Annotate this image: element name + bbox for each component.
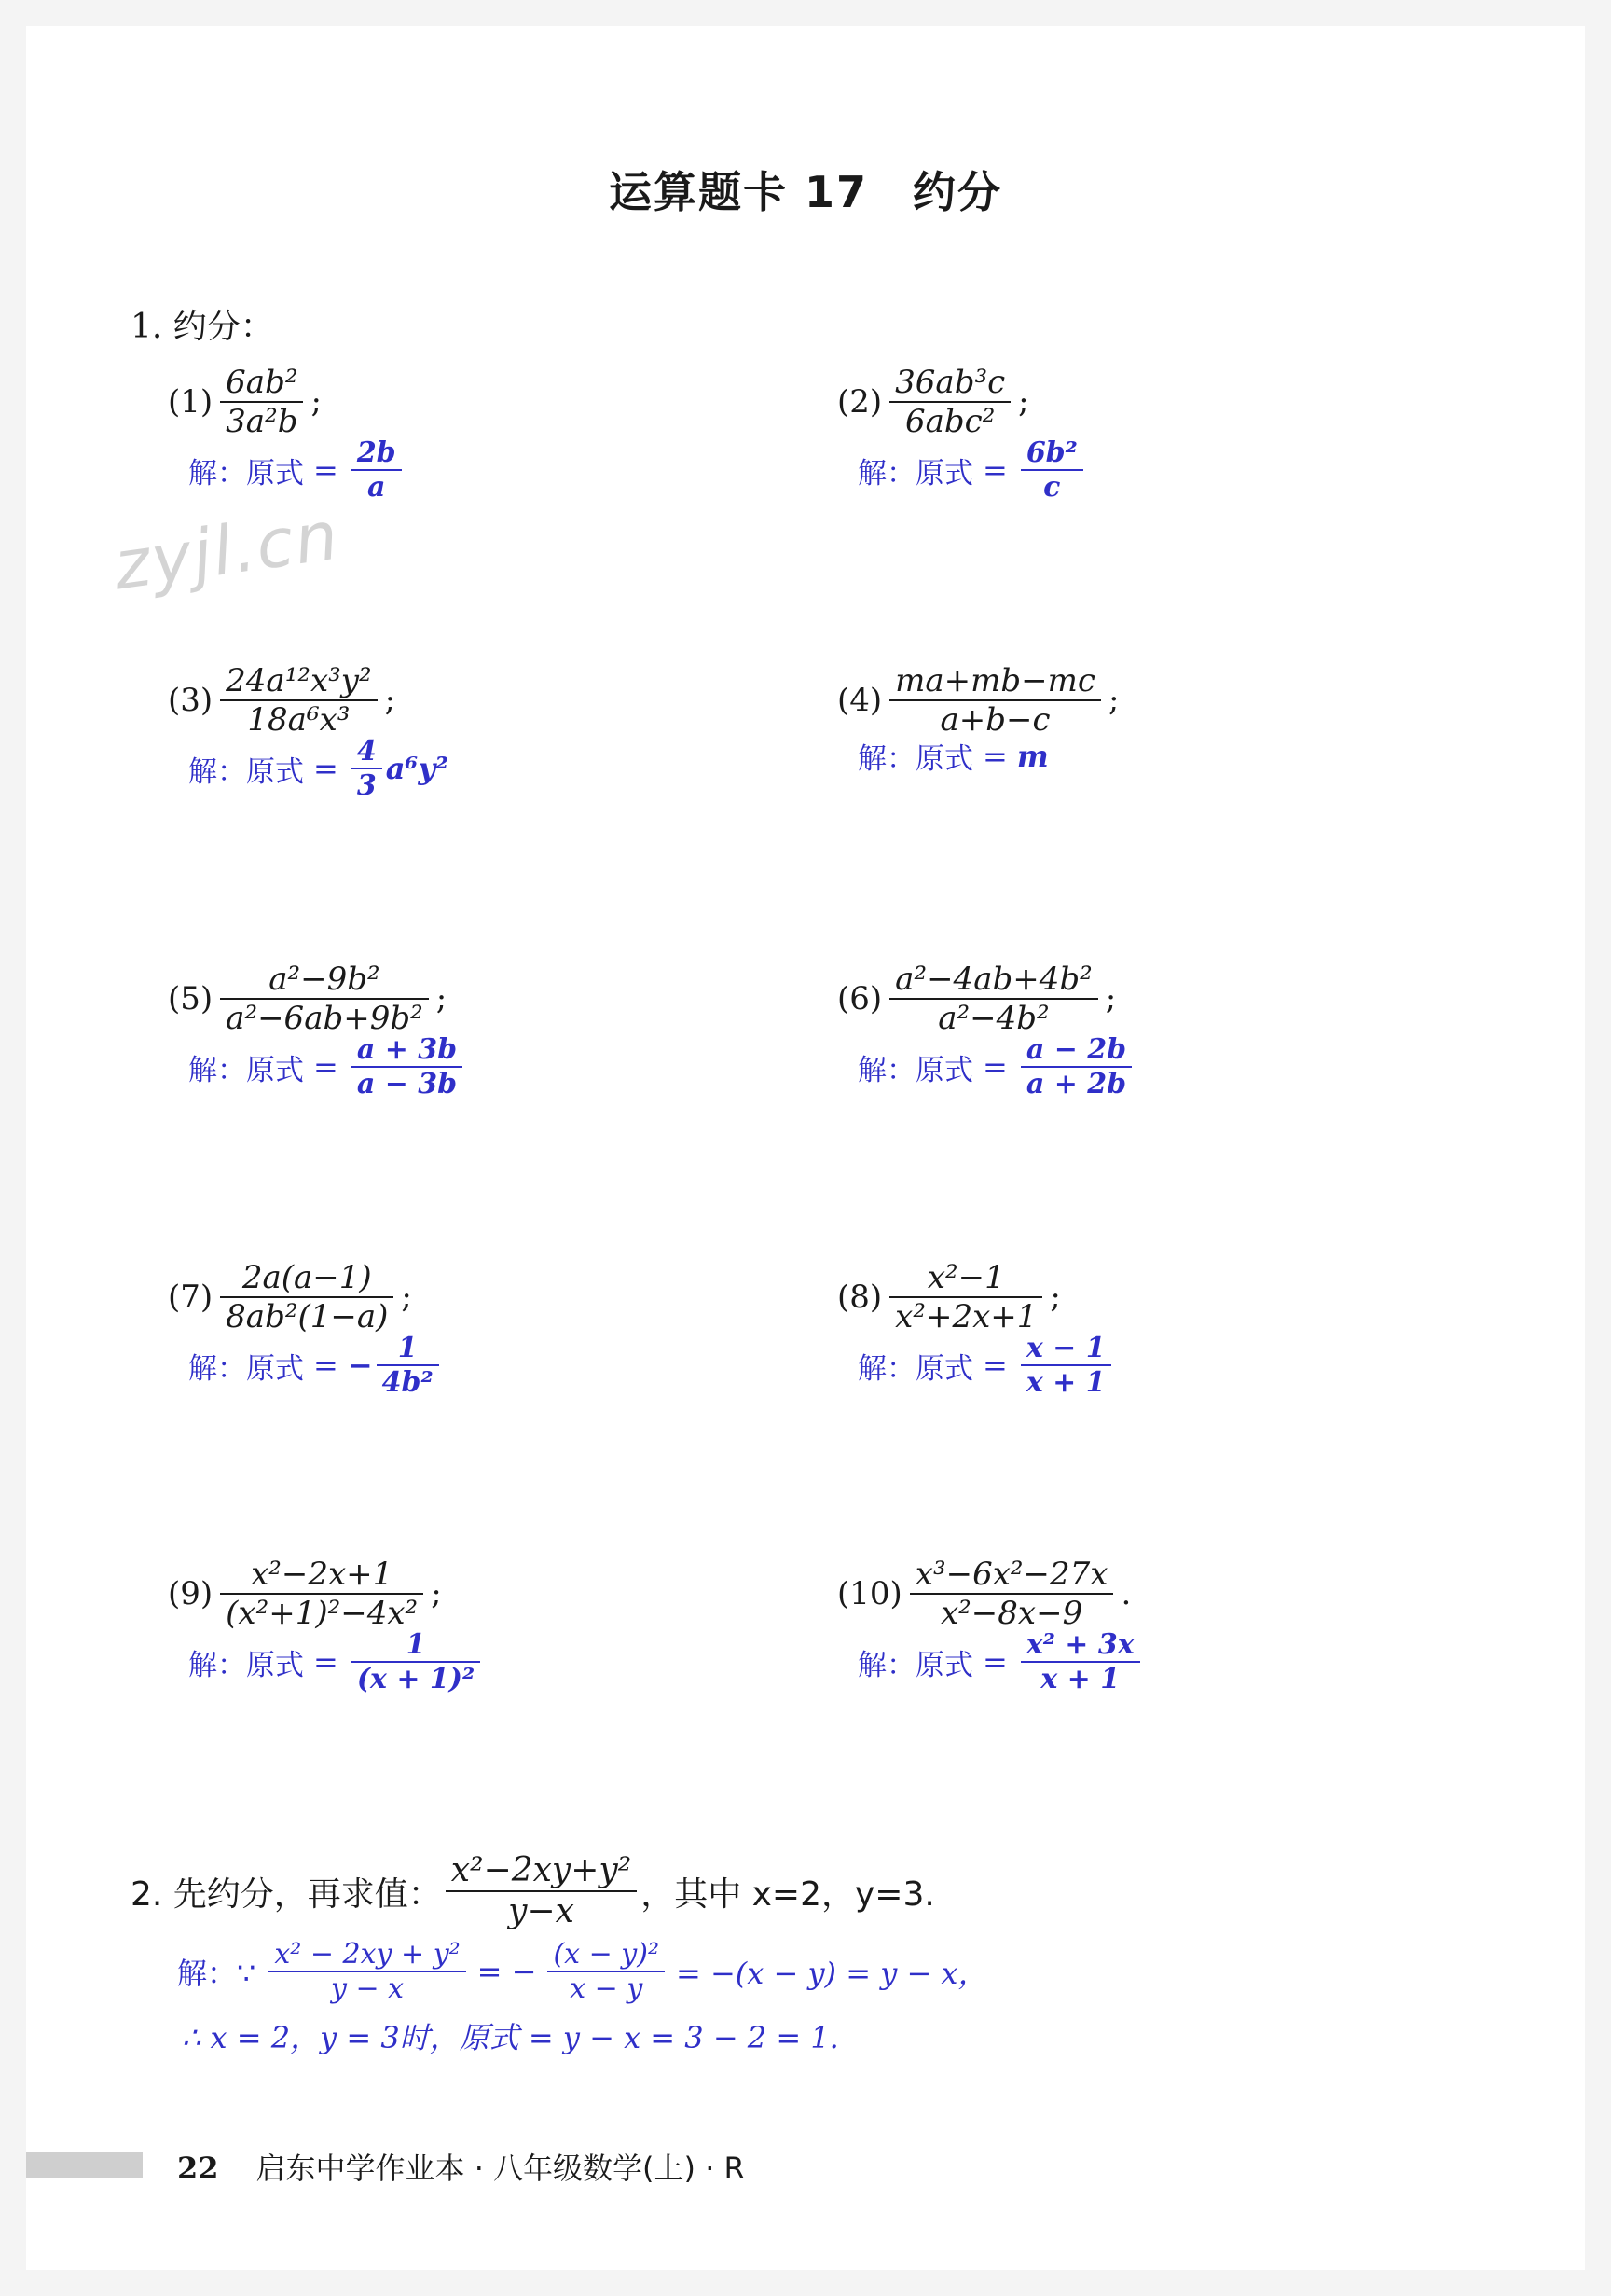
footer-text: 启东中学作业本 · 八年级数学(上) · R [255,2151,745,2186]
answer-numerator: 4 [356,735,377,768]
answer-fraction [377,1332,439,1400]
question-2-fraction [446,1851,637,1932]
problem-7 [168,1259,412,1335]
problem-denominator: 18a⁶x³ [247,701,351,740]
answer-fraction [1021,1332,1111,1400]
answer-label: 解：原式 [188,1648,304,1682]
answer-label: 解：原式 [858,456,973,491]
problem-punct: ; [1050,1279,1061,1317]
answer-label: 解：原式 [858,742,973,776]
solution-fraction-1-den: y − x [330,1972,405,2006]
problem-8 [837,1259,1061,1335]
answer-2: 解：原式 = $\frac{\text{6b²}}{c}$ [858,436,1087,505]
question-2-numerator: x²−2xy+y² [450,1851,632,1889]
problem-number: (5) [168,980,213,1018]
problem-denominator: (x²+1)²−4x² [226,1595,419,1633]
page-title [0,159,1611,220]
solution-fraction-1-num: x² − 2xy + y² [274,1938,461,1971]
answer-denominator: x + 1 [1040,1663,1121,1696]
answer-label: 解：原式 [188,1053,304,1087]
answer-numerator: a − 2b [1026,1033,1127,1066]
solution-mid: = − [476,1954,537,1990]
answer-numerator: x − 1 [1026,1332,1106,1364]
answer-label: 解：原式 [188,1351,304,1386]
footer-bar [26,2152,143,2178]
problem-fraction [220,961,429,1037]
answer-fraction [351,436,402,505]
answer-tail: a⁶y² [385,751,449,787]
answer-label: 解：原式 [858,1053,973,1087]
answer-label: 解：原式 [858,1351,973,1386]
solution-fraction-2 [547,1938,665,2006]
answer-fraction [351,735,382,803]
solution-label: 解：∵ [177,1956,256,1992]
problem-denominator: a²−4b² [938,1000,1050,1038]
problem-punct: ; [1105,980,1117,1018]
problem-number: (9) [168,1575,213,1613]
page-sheet [26,26,1585,2270]
problem-numerator: x²−2x+1 [251,1556,393,1593]
problem-numerator: x²−1 [927,1259,1005,1296]
answer-denominator: a [367,471,386,505]
problem-punct: ; [401,1279,412,1317]
question-2 [131,1851,935,1932]
problem-punct: ; [1018,383,1029,422]
problem-fraction [220,1259,393,1335]
problem-number: (8) [837,1279,883,1317]
answer-numerator: 6b² [1026,436,1078,469]
answer-fraction [1021,436,1083,505]
problem-fraction [220,364,303,440]
solution-tail: = −(x − y) = y − x， [675,1956,988,1992]
question-2-solution-line-1 [177,1938,987,2006]
problem-punct: ; [431,1575,442,1613]
question-2-denominator: y−x [508,1892,574,1931]
answer-label: 解：原式 [188,754,304,789]
problem-numerator: x³−6x²−27x [915,1556,1108,1593]
problem-number: (6) [837,980,883,1018]
problem-number: (1) [168,383,213,422]
problem-numerator: a²−9b² [268,961,380,998]
answer-fraction [351,1033,462,1101]
answer-numerator: 1 [406,1628,426,1661]
problem-6 [837,961,1116,1037]
footer [177,2145,745,2188]
problem-number: (2) [837,383,883,422]
problem-punct: ; [384,682,396,720]
problem-number: (7) [168,1279,213,1317]
problem-fraction [889,662,1101,739]
problem-denominator: 3a²b [226,403,298,441]
answer-1: 解：原式 = $\frac{2b}{a}$ [188,436,406,505]
answer-denominator: (x + 1)² [356,1663,475,1696]
problem-2 [837,364,1029,440]
question-2-label: 2. 先约分，再求值： [131,1874,442,1914]
problem-number: (4) [837,682,883,720]
problem-punct: ; [435,980,448,1018]
answer-denominator: a + 2b [1026,1068,1127,1101]
problem-1 [168,364,322,440]
problem-number: (10) [837,1575,902,1613]
problem-numerator: 6ab² [226,364,298,401]
problem-punct: ; [1108,682,1120,720]
problem-4 [837,662,1119,739]
problem-numerator: a²−4ab+4b² [895,961,1093,998]
answer-label: 解：原式 [188,456,304,491]
problem-5 [168,961,447,1037]
problem-fraction [220,1556,423,1632]
problem-denominator: a²−6ab+9b² [226,1000,423,1038]
answer-numerator: a + 3b [356,1033,458,1066]
question-2-solution-line-2: ∴ x = 2，y = 3时，原式 = y − x = 3 − 2 = 1. [182,2020,839,2055]
problem-punct: ; [310,383,322,422]
question-1-label: 1. 约分： [131,308,274,346]
page-number: 22 [177,2151,219,2186]
watermark: zyjl.cn [109,495,345,605]
answer-9: 解：原式 = $\frac{1}{\text{(x + 1)²}}$ [188,1628,484,1696]
problem-3 [168,662,395,739]
solution-fraction-2-den: x − y [570,1972,643,2006]
answer-fraction [1021,1033,1132,1101]
problem-denominator: a+b−c [940,701,1051,740]
problem-denominator: 8ab²(1−a) [226,1298,389,1336]
solution-fraction-2-num: (x − y)² [553,1938,659,1971]
answer-denominator: 3 [356,769,377,803]
answer-8: 解：原式 = $\frac{x - 1}{x + 1}$ [858,1332,1115,1400]
question-2-condition: ，其中 x=2，y=3. [640,1874,935,1914]
answer-denominator: x + 1 [1026,1366,1106,1400]
problem-9 [168,1556,442,1632]
problem-numerator: 36ab³c [895,364,1006,401]
answer-denominator: a − 3b [356,1068,458,1101]
answer-fraction [1021,1628,1140,1696]
problem-numerator: 24a¹²x³y² [226,662,372,699]
answer-expression: m [1016,738,1049,774]
answer-denominator: 4b² [381,1366,434,1400]
problem-fraction [889,961,1098,1037]
answer-4: 解：原式 = m [858,735,1049,777]
answer-label: 解：原式 [858,1648,973,1682]
problem-numerator: ma+mb−mc [895,662,1095,699]
answer-numerator: x² + 3x [1026,1628,1135,1661]
problem-fraction [910,1556,1114,1632]
answer-numerator: 2b [356,436,396,469]
problem-number: (3) [168,682,213,720]
title-main: 运算题卡 17 [608,167,869,217]
problem-fraction [889,1259,1042,1335]
answer-10: 解：原式 = $\frac{\text{x² + 3x}}{x + 1}$ [858,1628,1144,1696]
answer-5: 解：原式 = $\frac{a + 3b}{a - 3b}$ [188,1033,466,1101]
title-topic: 约分 [913,167,1003,217]
answer-7: 解：原式 = − $\frac{1}{\text{4b²}}$ [188,1332,443,1400]
problem-denominator: x²−8x−9 [941,1595,1083,1633]
problem-denominator: 6abc² [904,403,996,441]
answer-denominator: c [1043,471,1061,505]
problem-punct: . [1121,1575,1132,1613]
answer-3: 解：原式 = $\frac{4}{3}$ a⁶y² [188,735,449,803]
answer-fraction [351,1628,480,1696]
answer-numerator: 1 [397,1332,418,1364]
answer-sign: − [347,1348,373,1384]
answer-6: 解：原式 = $\frac{a - 2b}{a + 2b}$ [858,1033,1136,1101]
problem-fraction [889,364,1011,440]
problem-10 [837,1556,1131,1632]
solution-fraction-1 [268,1938,465,2006]
problem-fraction [220,662,377,739]
problem-denominator: x²+2x+1 [895,1298,1038,1336]
problem-numerator: 2a(a−1) [241,1259,372,1296]
